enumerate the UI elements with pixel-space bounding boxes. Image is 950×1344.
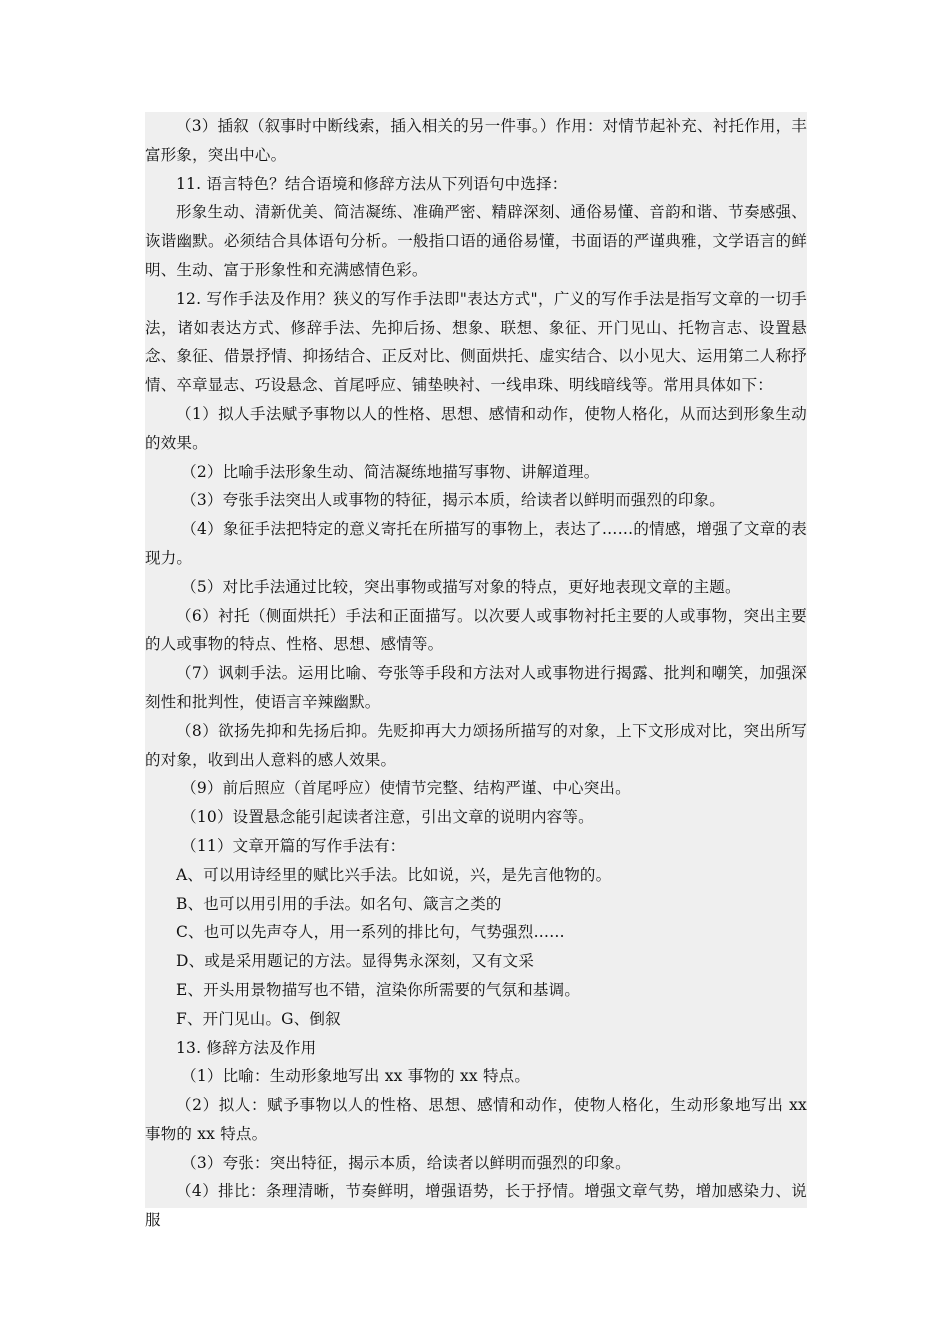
list-item-echo-technique: （9）前后照应（首尾呼应）使情节完整、结构严谨、中心突出。 [176, 779, 631, 798]
document-page [145, 112, 813, 1230]
sub-item-d: D、或是采用题记的方法。显得隽永深刻，又有文采 [176, 952, 535, 971]
list-item-contrast-technique: （5）对比手法通过比较，突出事物或描写对象的特点，更好地表现文章的主题。 [176, 577, 741, 596]
heading-13-rhetoric: 13. 修辞方法及作用 [176, 1038, 317, 1057]
list-item-suspense-technique: （10）设置悬念能引起读者注意，引出文章的说明内容等。 [176, 808, 594, 827]
list-item-foil-technique: （6）衬托（侧面烘托）手法和正面描写。以次要人或事物衬托主要的人或事物，突出主要的人或事物的特点、性格、思想、感情等。 [145, 606, 807, 654]
list-item-suppress-then-praise: （8）欲扬先抑和先扬后抑。先贬抑再大力颂扬所描写的对象，上下文形成对比，突出所写的对象，收到出人意料的感人效果。 [145, 721, 807, 769]
list-item-personification-technique: （1）拟人手法赋予事物以人的性格、思想、感情和动作，使物人格化，从而达到形象生动的效果。 [145, 404, 807, 452]
sub-item-f-g: F、开门见山。G、倒叙 [176, 1009, 341, 1028]
paragraph-interpolation: （3）插叙（叙事时中断线索，插入相关的另一件事。）作用：对情节起补充、衬托作用，丰富形象，突出中心。 [145, 117, 807, 164]
list-item-parallelism-rhetoric: （4）排比：条理清晰，节奏鲜明，增强语势，长于抒情。增强文章气势，增加感染力、说服 [145, 1182, 807, 1230]
list-item-exaggeration-technique: （3）夸张手法突出人或事物的特征，揭示本质，给读者以鲜明而强烈的印象。 [176, 491, 726, 510]
sub-item-c: C、也可以先声夺人，用一系列的排比句，气势强烈…… [176, 923, 565, 942]
list-item-metaphor-rhetoric: （1）比喻：生动形象地写出 xx 事物的 xx 特点。 [176, 1067, 531, 1086]
list-item-symbolism-technique: （4）象征手法把特定的意义寄托在所描写的事物上，表达了……的情感，增强了文章的表现力。 [145, 520, 807, 567]
list-item-personification-rhetoric: （2）拟人：赋予事物以人的性格、思想、感情和动作，使物人格化，生动形象地写出 xx 事物的 xx 特点。 [145, 1096, 813, 1143]
list-item-opening-techniques: （11）文章开篇的写作手法有： [176, 836, 406, 855]
list-item-satire-technique: （7）讽刺手法。运用比喻、夸张等手段和方法对人或事物进行揭露、批判和嘲笑，加强深刻性和批判性，使语言辛辣幽默。 [145, 664, 807, 711]
list-item-metaphor-technique: （2）比喻手法形象生动、简洁凝练地描写事物、讲解道理。 [176, 462, 600, 481]
paragraph-language-styles: 形象生动、清新优美、简洁凝练、准确严密、精辟深刻、通俗易懂、音韵和谐、节奏感强、诙谐幽默。必须结合具体语句分析。一般指口语的通俗易懂，书面语的严谨典雅，文学语言的鲜明、生动、富于形象性和充满感情色彩。 [145, 203, 807, 279]
sub-item-a: A、可以用诗经里的赋比兴手法。比如说，兴，是先言他物的。 [176, 865, 612, 884]
heading-11-language-features: 11. 语言特色？结合语境和修辞方法从下列语句中选择： [176, 174, 568, 193]
sub-item-b: B、也可以用引用的手法。如名句、箴言之类的 [176, 894, 502, 913]
list-item-exaggeration-rhetoric: （3）夸张：突出特征，揭示本质，给读者以鲜明而强烈的印象。 [176, 1153, 631, 1172]
sub-item-e: E、开头用景物描写也不错，渲染你所需要的气氛和基调。 [176, 980, 581, 999]
heading-12-writing-techniques: 12. 写作手法及作用？狭义的写作手法即"表达方式"，广义的写作手法是指写文章的一切手法，诸如表达方式、修辞手法、先抑后扬、想象、联想、象征、开门见山、托物言志、设置悬念、象征、借景抒情、抑扬结合、正反对比、侧面烘托、虚实结合、以小见大、运用第二人称抒情、卒章显志、巧设悬念、首尾呼应、铺垫映衬、一线串珠、明线暗线等。常用具体如下： [145, 289, 807, 395]
